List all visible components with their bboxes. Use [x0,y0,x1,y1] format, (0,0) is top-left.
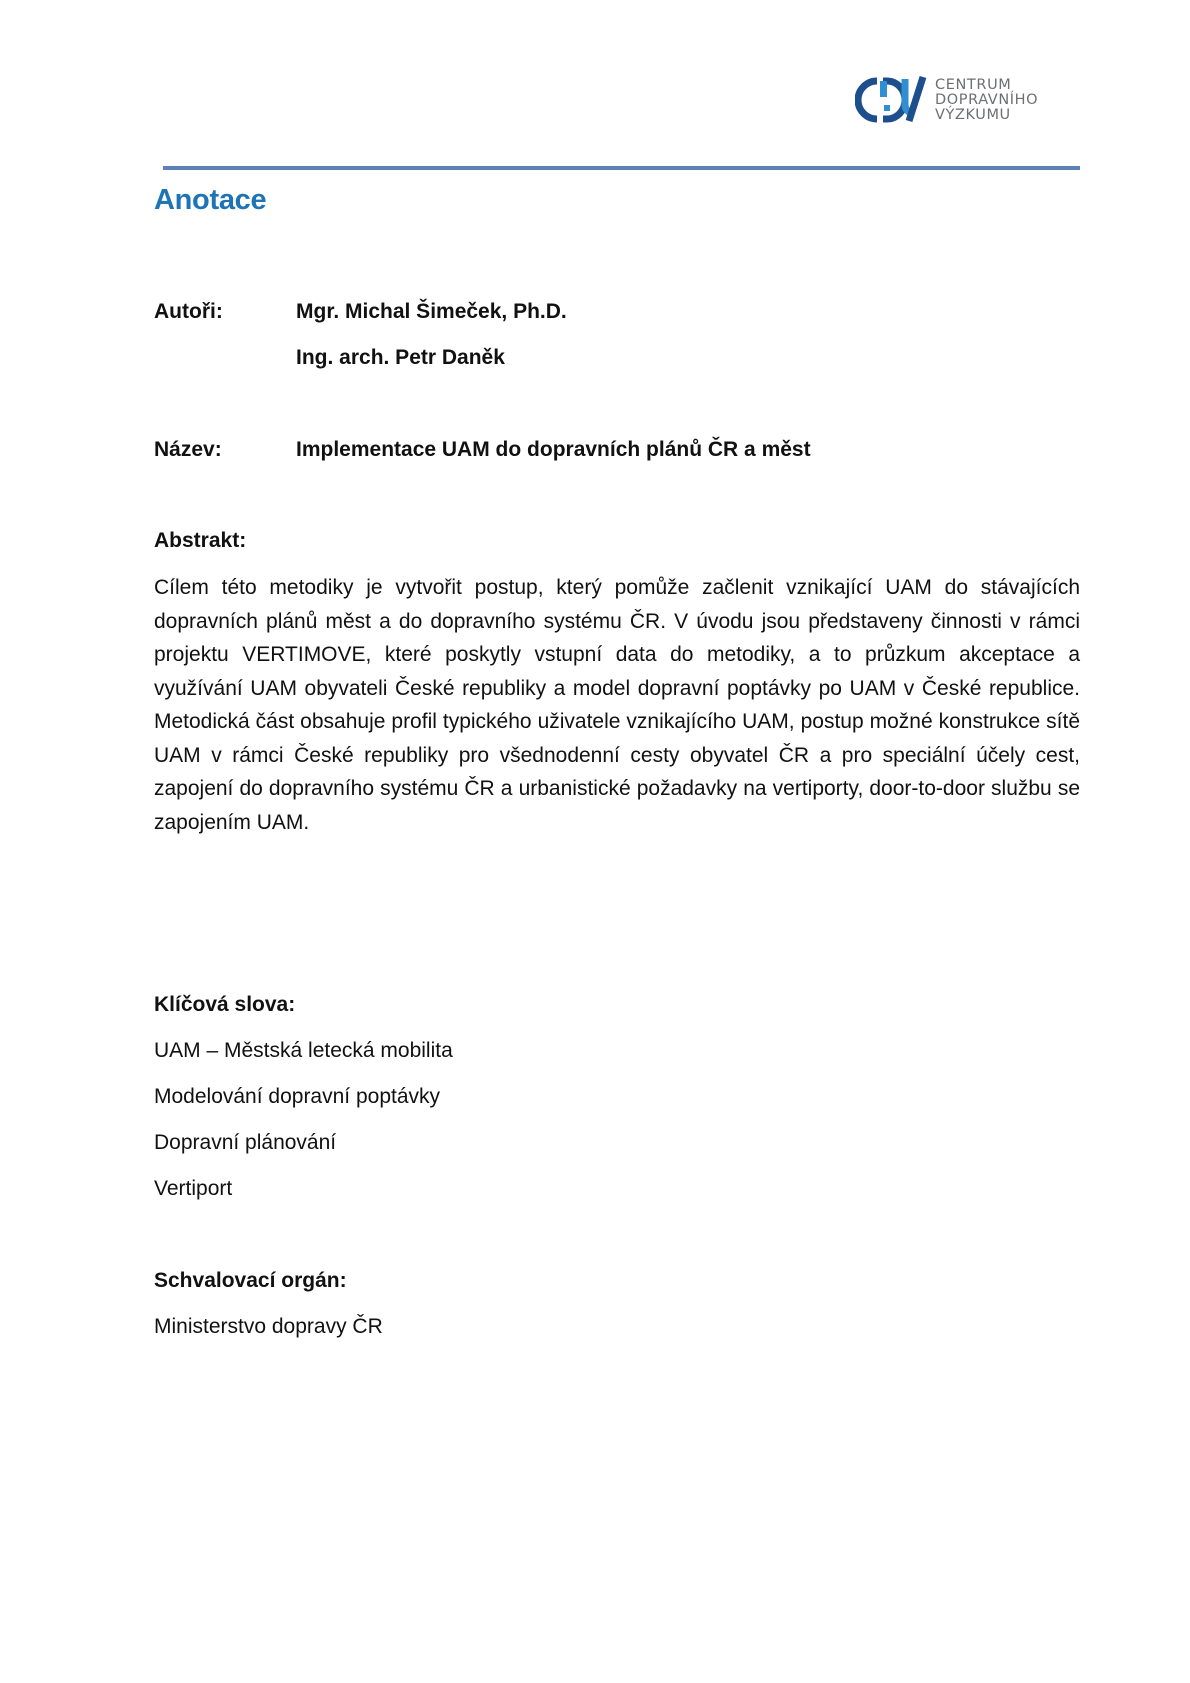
approval-authority: Ministerstvo dopravy ČR [154,1315,383,1338]
logo-wordmark [935,78,1038,123]
keywords-label: Klíčová slova: [154,993,296,1016]
section-title: Anotace [154,184,267,216]
cdv-logo [855,74,1038,126]
logo-line-1: CENTRUM [935,76,1012,93]
title-label: Název: [154,438,222,461]
abstract-text: Cílem této metodiky je vytvořit postup, který pomůže začlenit vznikající UAM do stávajících dopravních plánů měst a do dopravního systému ČR. V úvodu jsou představeny činnosti v rámci projektu VERTIMOVE, které poskytly vstupní data do metodiky, a to průzkum akceptace a využívání UAM obyvateli České republiky a model dopravní poptávky po UAM v České republice. Metodická část obsahuje profil typického uživatele vznikajícího UAM, postup možné konstrukce sítě UAM v rámci České republiky pro všednodenní cesty obyvatel ČR a pro speciální účely cest, zapojení do dopravního systému ČR a urbanistické požadavky na vertiporty, door-to-door službu se zapojením UAM. [154,576,1080,834]
header-rule [163,166,1080,170]
document-title: Implementace UAM do dopravních plánů ČR a měst [296,438,811,461]
abstract-label: Abstrakt: [154,529,247,552]
logo-line-3: VÝZKUMU [935,106,1011,123]
author-2: Ing. arch. Petr Daněk [296,346,505,369]
keyword-item: Dopravní plánování [154,1131,337,1154]
keyword-item: Modelování dopravní poptávky [154,1085,441,1108]
logo-line-2: DOPRAVNÍHO [935,91,1039,108]
keyword-item: Vertiport [154,1177,233,1200]
authors-label: Autoři: [154,300,223,323]
cdv-logo-mark-icon [855,75,927,125]
keyword-item: UAM – Městská letecká mobilita [154,1039,453,1062]
approval-label: Schvalovací orgán: [154,1269,347,1292]
author-1: Mgr. Michal Šimeček, Ph.D. [296,300,567,323]
